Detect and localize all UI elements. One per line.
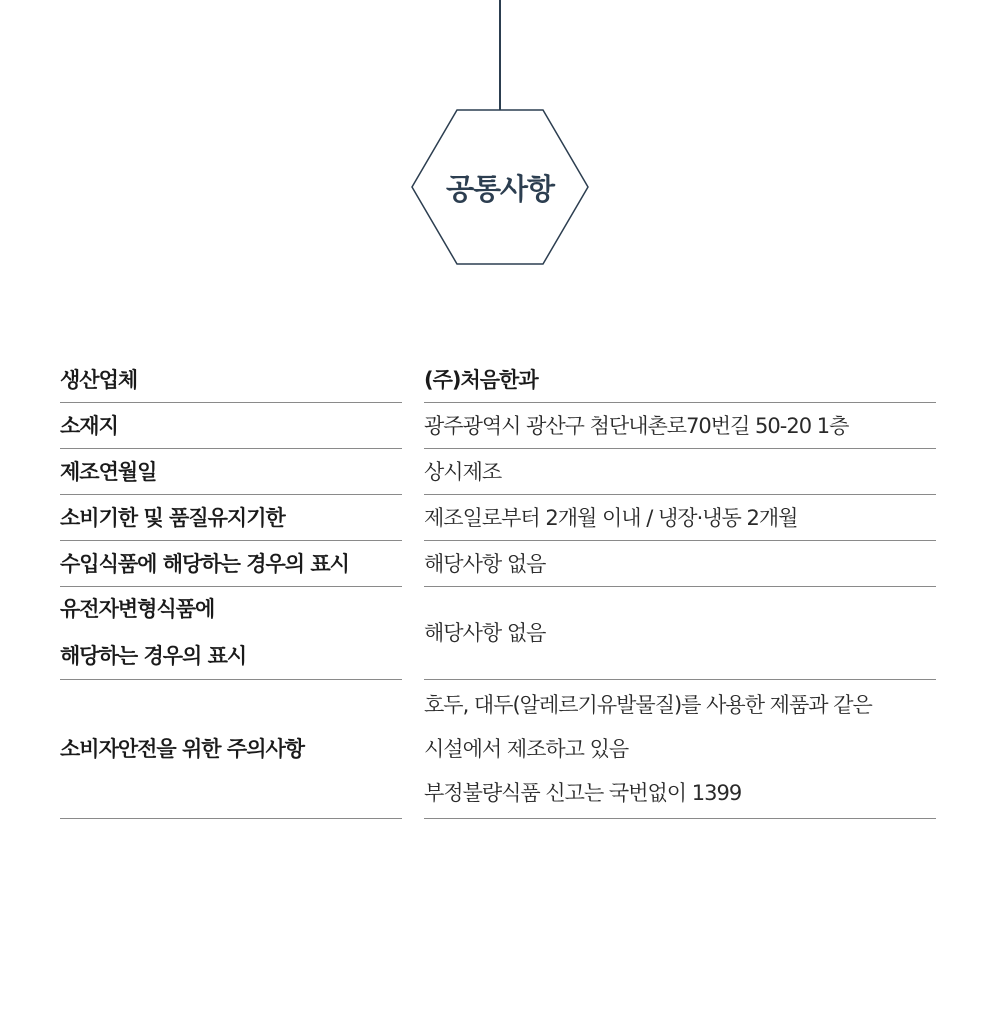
- row-label-manufacturer: 생산업체: [60, 357, 402, 403]
- row-label-gmo: [60, 587, 402, 680]
- row-value-gmo-text: 해당사항 없음: [424, 620, 546, 645]
- row-label-gmo-line: 유전자변형식품에: [60, 597, 215, 621]
- row-value-safety: [424, 680, 936, 819]
- row-value-safety-line: 부정불량식품 신고는 국번없이 1399: [424, 781, 742, 805]
- row-label-expiry: 소비기한 및 품질유지기한: [60, 495, 402, 541]
- row-value-manufacturer: (주)처음한과: [424, 357, 936, 403]
- hanging-line: [499, 0, 501, 111]
- row-value-imported-food: 해당사항 없음: [424, 541, 936, 587]
- row-value-expiry: 제조일로부터 2개월 이내 / 냉장·냉동 2개월: [424, 495, 936, 541]
- row-label-imported-food: 수입식품에 해당하는 경우의 표시: [60, 541, 402, 587]
- row-label-safety-text: 소비자안전을 위한 주의사항: [60, 736, 305, 761]
- row-value-safety-line: 호두, 대두(알레르기유발물질)를 사용한 제품과 같은: [424, 693, 872, 717]
- row-label-manufacture-date: 제조연월일: [60, 449, 402, 495]
- row-value-gmo: [424, 587, 936, 680]
- section-title: 공통사항: [445, 171, 555, 206]
- row-value-manufacture-date: 상시제조: [424, 449, 936, 495]
- row-label-gmo-line: 해당하는 경우의 표시: [60, 644, 247, 668]
- row-label-safety: [60, 680, 402, 819]
- row-label-address: 소재지: [60, 403, 402, 449]
- row-value-address: 광주광역시 광산구 첨단내촌로70번길 50-20 1층: [424, 403, 936, 449]
- row-value-safety-line: 시설에서 제조하고 있음: [424, 737, 629, 761]
